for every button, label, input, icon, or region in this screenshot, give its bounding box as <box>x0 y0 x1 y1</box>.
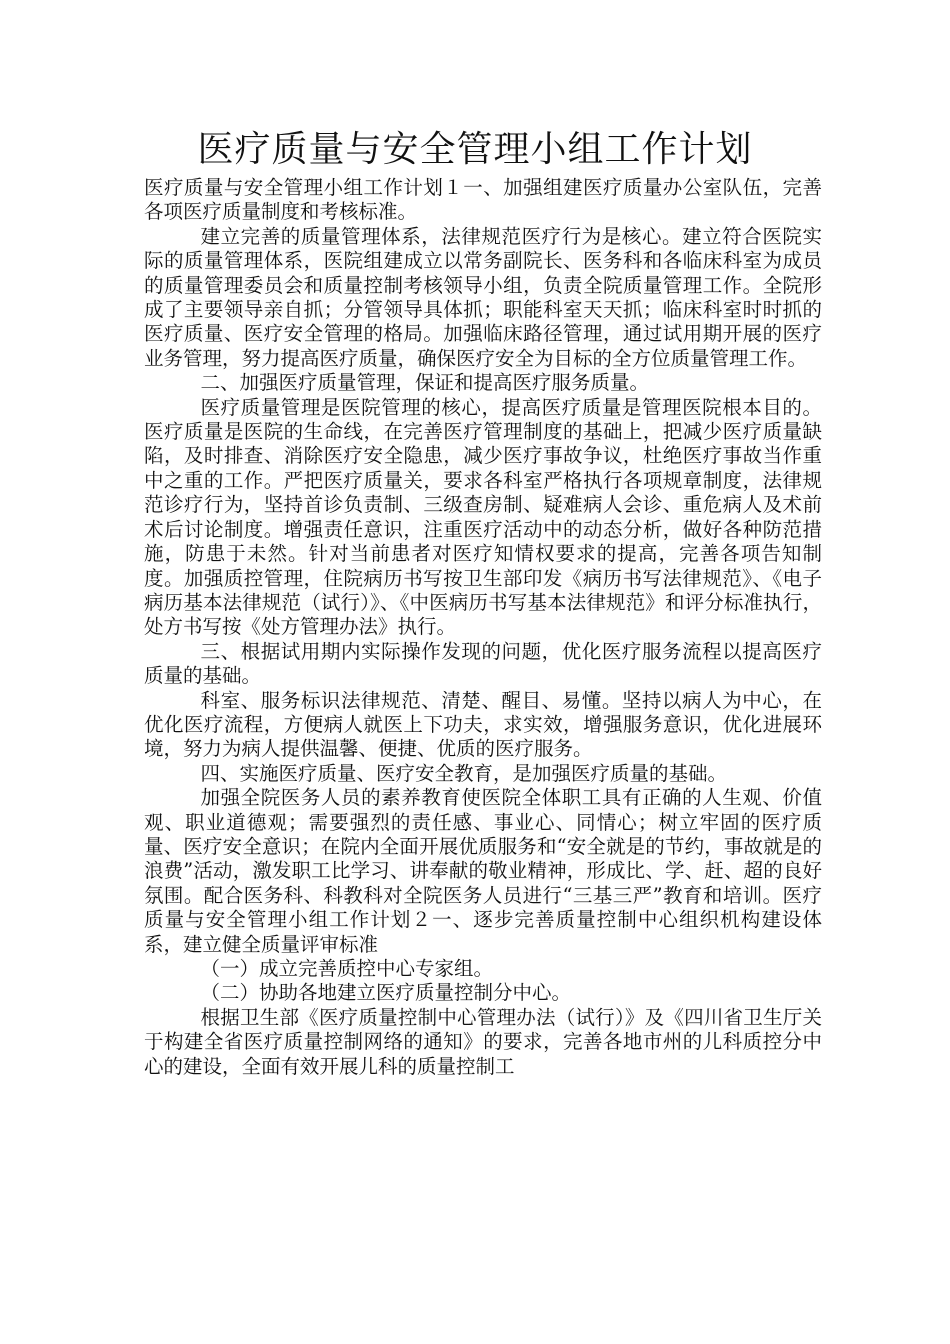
section-heading: 四、实施医疗质量、医疗安全教育，是加强医疗质量的基础。 <box>200 761 728 785</box>
section-heading: 三、根据试用期内实际操作发现的问题，优化医疗服务流程以提高医疗质量的基础。 <box>144 639 822 688</box>
paragraph: 根据卫生部《医疗质量控制中心管理办法（试行）》及《四川省卫生厅关于构建全省医疗质量控制网络的通知》的要求，完善各地市州的儿科质控分中心的建设，全面有效开展儿科的质量控制工 <box>144 1005 822 1078</box>
document-title: 医疗质量与安全管理小组工作计划 <box>197 129 753 170</box>
paragraph: 建立完善的质量管理体系，法律规范医疗行为是核心。建立符合医院实际的质量管理体系，医院组建成立以常务副院长、医务科和各临床科室为成员的质量管理委员会和质量控制考核领导小组，负责全院质量管理工作。全院形成了主要领导亲自抓；分管领导具体抓；职能科室天天抓；临床科室时时抓的医疗质量、医疗安全管理的格局。加强临床路径管理，通过试用期开展的医疗业务管理，努力提高医疗质量，确保医疗安全为目标的全方位质量管理工作。 <box>144 224 822 370</box>
paragraph: 医疗质量与安全管理小组工作计划１一、加强组建医疗质量办公室队伍，完善各项医疗质量制度和考核标准。 <box>144 176 822 224</box>
sub-item: （二）协助各地建立医疗质量控制分中心。 <box>200 981 572 1005</box>
sub-item: （一）成立完善质控中心专家组。 <box>200 957 494 980</box>
paragraph: 加强全院医务人员的素养教育使医院全体职工具有正确的人生观、价值观、职业道德观；需要强烈的责任感、事业心、同情心；树立牢固的医疗质量、医疗安全意识；在院内全面开展优质服务和“安全就是的节约，事故就是的浪费”活动，激发职工比学习、讲奉献的敬业精神，形成比、学、赶、超的良好氛围。配合医务科、科教科对全院医务人员进行“三基三严”教育和培训。医疗质量与安全管理小组工作计划２一、逐步完善质量控制中心组织机构建设体系，建立健全质量评审标准 <box>144 786 822 956</box>
document-body <box>144 176 822 1079</box>
section-heading: 二、加强医疗质量管理，保证和提高医疗服务质量。 <box>200 371 650 395</box>
paragraph: 科室、服务标识法律规范、清楚、醒目、易懂。坚持以病人为中心，在优化医疗流程，方便病人就医上下功夫，求实效，增强服务意识，优化进展环境，努力为病人提供温馨、便捷、优质的医疗服务。 <box>144 688 822 761</box>
paragraph: 医疗质量管理是医院管理的核心，提高医疗质量是管理医院根本目的。医疗质量是医院的生命线，在完善医疗管理制度的基础上，把减少医疗质量缺陷，及时排查、消除医疗安全隐患，减少医疗事故争议，杜绝医疗事故当作重中之重的工作。严把医疗质量关，要求各科室严格执行各项规章制度，法律规范诊疗行为，坚持首诊负责制、三级查房制、疑难病人会诊、重危病人及术前术后讨论制度。增强责任意识，注重医疗活动中的动态分析，做好各种防范措施，防患于未然。针对当前患者对医疗知情权要求的提高，完善各项告知制度。加强质控管理，住院病历书写按卫生部印发《病历书写法律规范》、《电子病历基本法律规范（试行）》、《中医病历书写基本法律规范》和评分标准执行，处方书写按《处方管理办法》执行。 <box>144 395 822 639</box>
